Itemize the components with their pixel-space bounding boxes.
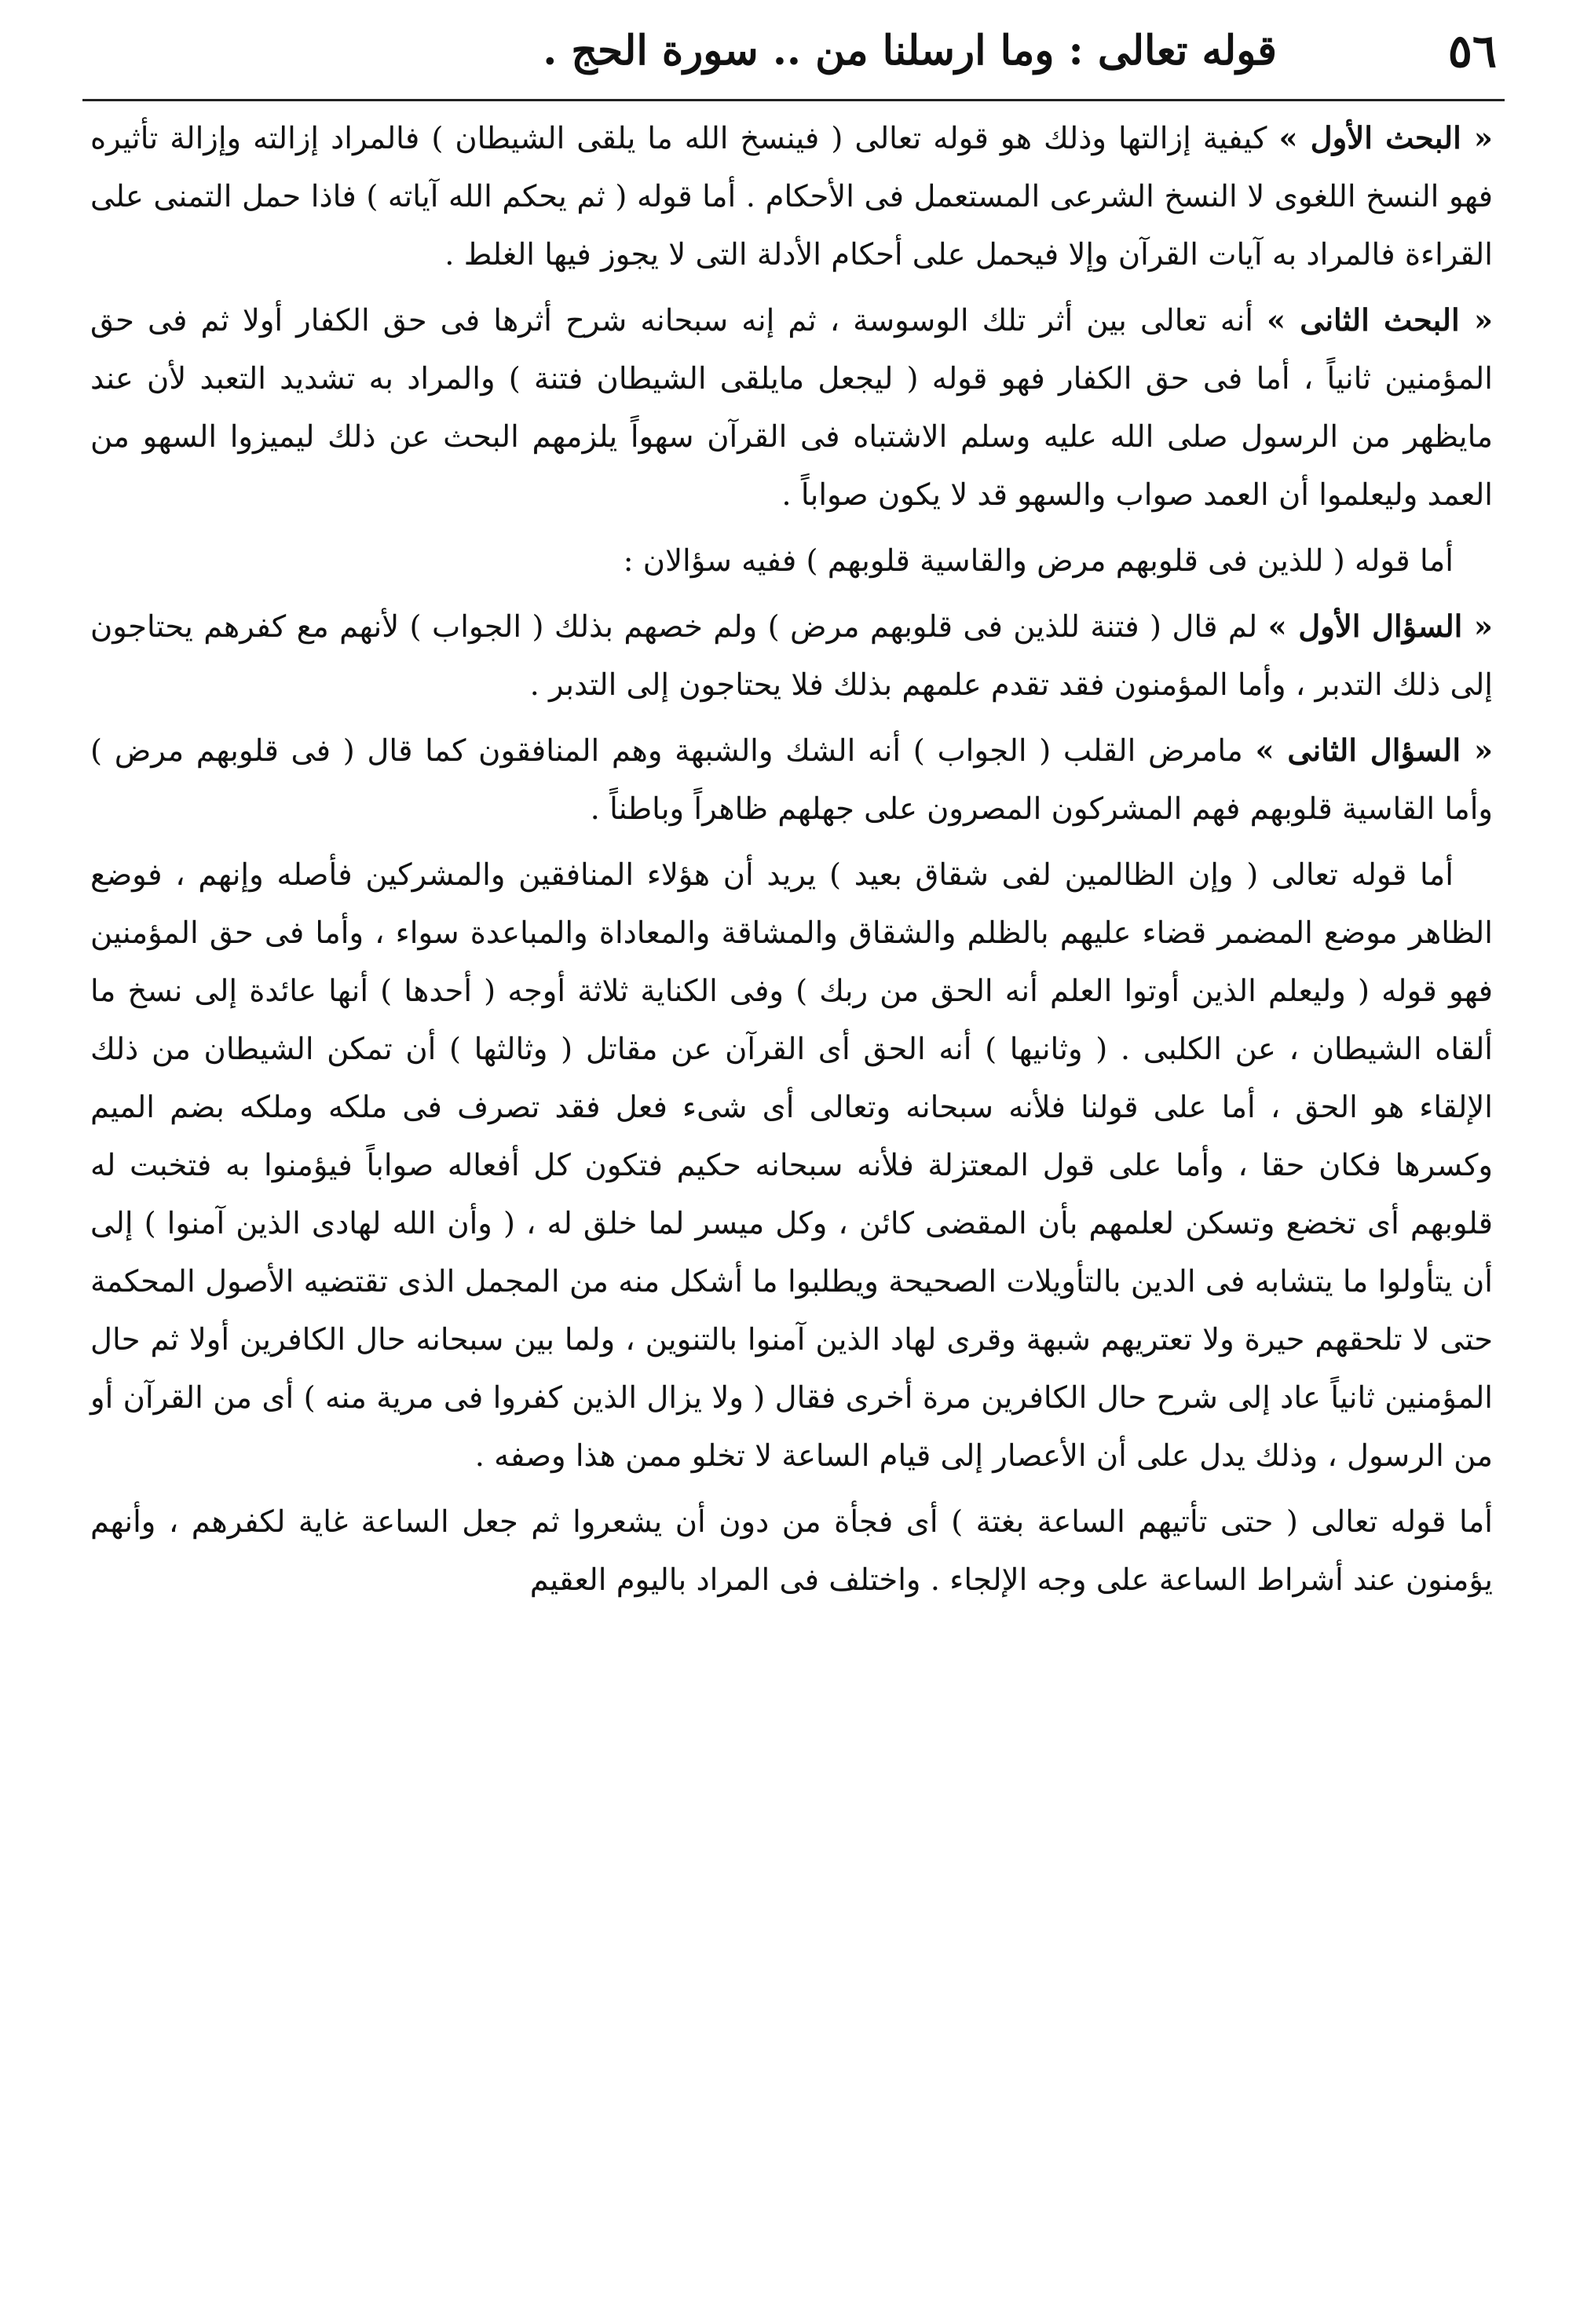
paragraph-text: لم قال ( فتنة للذين فى قلوبهم مرض ) ولم خصهم بذلك ( الجواب ) لأنهم مع كفرهم يحتاجون إلى ذلك التدبر ، وأما المؤمنون فقد تقدم علمهم بذلك فلا يحتاجون إلى التدبر . [90, 609, 1493, 703]
running-title: قوله تعالى : وما ارسلنا من .. سورة الحج . [543, 27, 1277, 75]
paragraph-text: أما قوله ( للذين فى قلوبهم مرض والقاسية قلوبهم ) ففيه سؤالان : [623, 543, 1454, 579]
paragraph-text: أنه تعالى بين أثر تلك الوسوسة ، ثم إنه سبحانه شرح أثرها فى حق الكفار أولا ثم فى حق المؤمنين ثانياً ، أما فى حق الكفار فهو قوله ( ليجعل مايلقى الشيطان فتنة ) والمراد به تشديد التعبد لأن عند مايظهر من الرسول صلى الله عليه وسلم الاشتباه فى القرآن سهواً يلزمهم البحث عن ذلك ليميزوا السهو من العمد وليعلموا أن العمد صواب والسهو قد لا يكون صواباً . [90, 303, 1493, 513]
section-heading: « السؤال الثانى » [1255, 733, 1494, 769]
section-heading: « البحث الأول » [1278, 121, 1493, 156]
paragraph-question-two [90, 722, 1493, 839]
page-header [86, 16, 1497, 86]
paragraph-research-one [90, 110, 1493, 284]
section-heading: « البحث الثانى » [1266, 303, 1494, 338]
header-rule [82, 99, 1505, 101]
body-text [90, 110, 1493, 1617]
paragraph-the-hour [90, 1493, 1493, 1610]
paragraph-question-one [90, 598, 1493, 714]
paragraph-text: كيفية إزالتها وذلك هو قوله تعالى ( فينسخ الله ما يلقى الشيطان ) فالمراد إزالته وإزالة تأثيره فهو النسخ اللغوى لا النسخ الشرعى المستعمل فى الأحكام . أما قوله ( ثم يحكم الله آياته ) فاذا حمل التمنى على القراءة فالمراد به آيات القرآن وإلا فيحمل على أحكام الأدلة التى لا يجوز فيها الغلط . [90, 121, 1493, 272]
paragraph-text: مامرض القلب ( الجواب ) أنه الشك والشبهة وهم المنافقون كما قال ( فى قلوبهم مرض ) وأما القاسية قلوبهم فهم المشركون المصرون على جهلهم ظاهراً وباطناً . [90, 733, 1493, 827]
paragraph-research-two [90, 292, 1493, 524]
paragraph-text: أما قوله تعالى ( وإن الظالمين لفى شقاق بعيد ) يريد أن هؤلاء المنافقين والمشركين فأصله وإنهم ، فوضع الظاهر موضع المضمر قضاء عليهم بالظلم والشقاق والمشاقة والمعاداة والمباعدة سواء ، وأما فى حق المؤمنين فهو قوله ( وليعلم الذين أوتوا العلم أنه الحق من ربك ) وفى الكناية ثلاثة أوجه ( أحدها ) أنها عائدة إلى نسخ ما ألقاه الشيطان ، عن الكلبى . ( وثانيها ) أنه الحق أى القرآن عن مقاتل ( وثالثها ) أن تمكن الشيطان من ذلك الإلقاء هو الحق ، أما على قولنا فلأنه سبحانه وتعالى أى شىء فعل فقد تصرف فى ملكه وملكه بضم الميم وكسرها فكان حقا ، وأما على قول المعتزلة فلأنه سبحانه حكيم فتكون كل أفعاله صواباً فيؤمنوا به فتخبت له قلوبهم أى تخضع وتسكن لعلمهم بأن المقضى كائن ، وكل ميسر لما خلق له ، ( وأن الله لهادى الذين آمنوا ) إلى أن يتأولوا ما يتشابه فى الدين بالتأويلات الصحيحة ويطلبوا ما أشكل منه من المجمل الذى تقتضيه الأصول المحكمة حتى لا تلحقهم حيرة ولا تعتريهم شبهة وقرى لهاد الذين آمنوا بالتنوين ، ولما بين سبحانه حال الكافرين أولا ثم حال المؤمنين ثانياً عاد إلى شرح حال الكافرين مرة أخرى فقال ( ولا يزال الذين كفروا فى مرية منه ) أى من القرآن أو من الرسول ، وذلك يدل على أن الأعصار إلى قيام الساعة لا تخلو ممن هذا وصفه . [90, 857, 1493, 1474]
paragraph-text: أما قوله تعالى ( حتى تأتيهم الساعة بغتة ) أى فجأة من دون أن يشعروا ثم جعل الساعة غاية لكفرهم ، وأنهم يؤمنون عند أشراط الساعة على وجه الإلجاء . واختلف فى المراد باليوم العقيم [90, 1504, 1493, 1598]
paragraph-two-questions [90, 532, 1493, 590]
page-number: ٥٦ [1447, 24, 1497, 78]
paragraph-oppressors [90, 846, 1493, 1485]
section-heading: « السؤال الأول » [1267, 609, 1493, 645]
